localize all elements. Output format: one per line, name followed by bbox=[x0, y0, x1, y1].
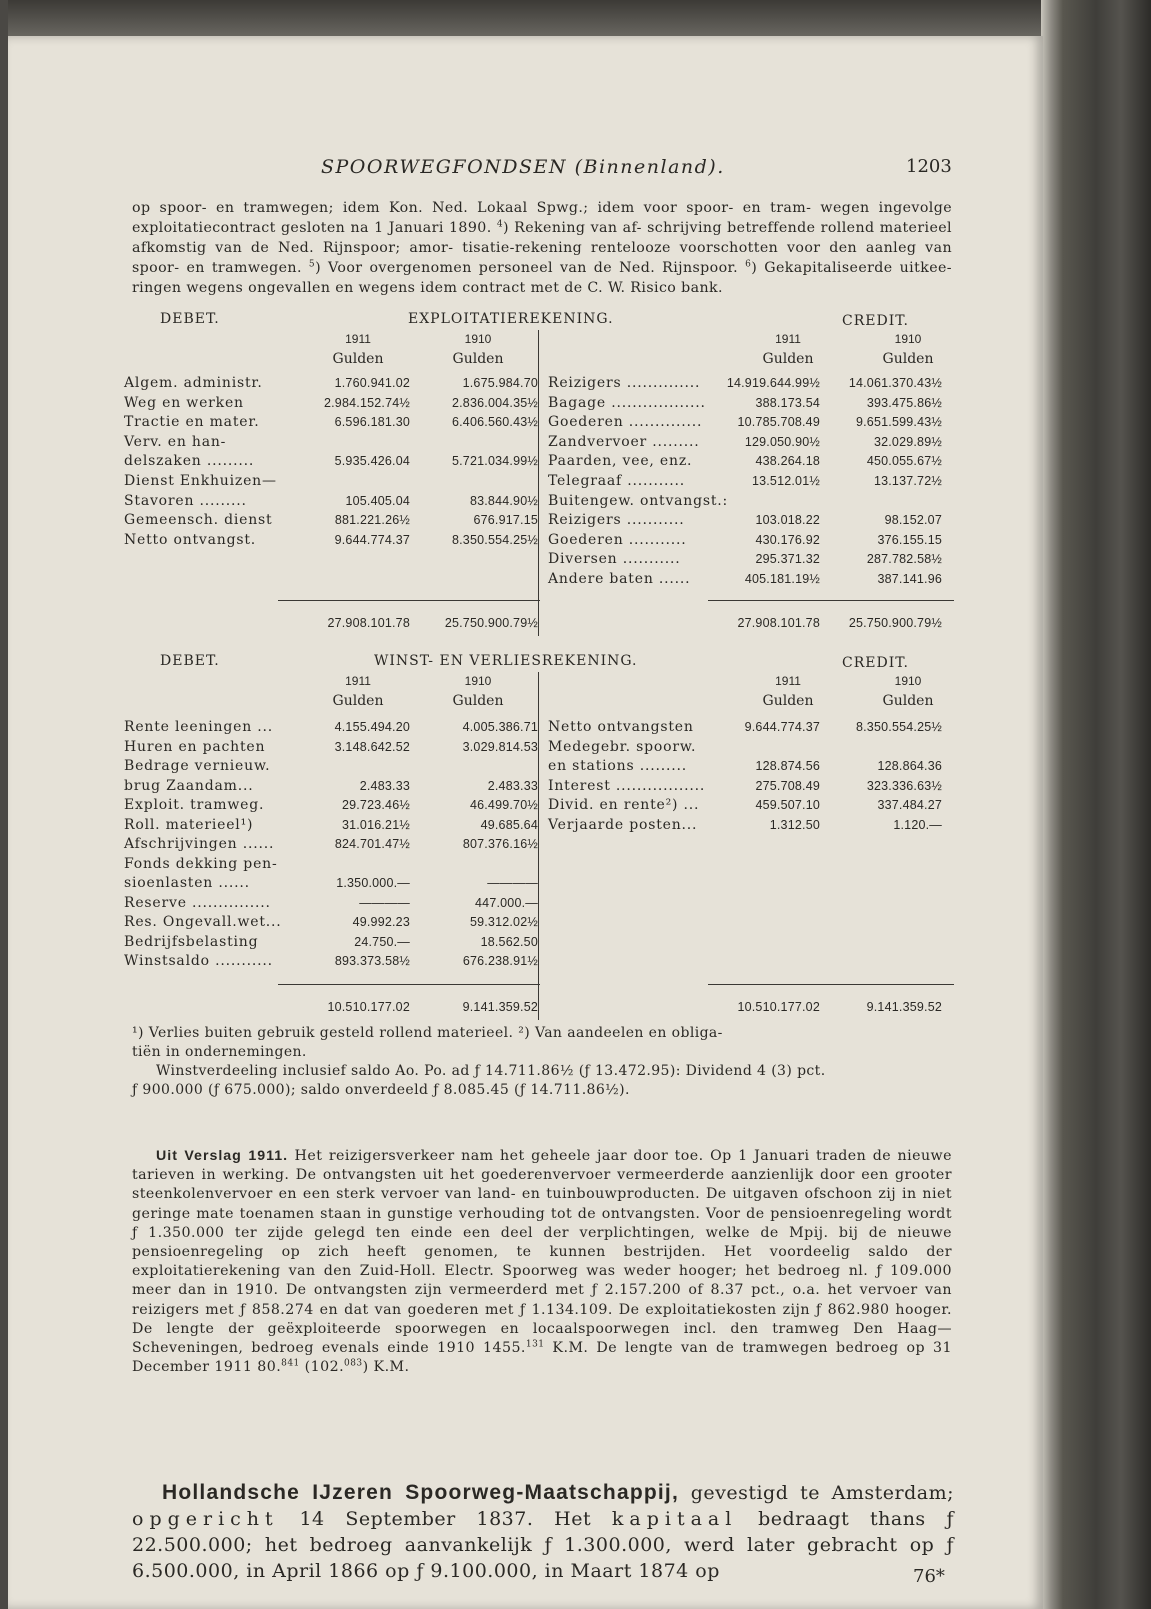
year-header: 1910 bbox=[894, 332, 922, 346]
debit-row-label: Bedrage vernieuw. bbox=[124, 758, 271, 774]
credit-row-1911: 438.264.18 bbox=[755, 454, 820, 469]
debit-row-label: brug Zaandam... bbox=[124, 777, 254, 794]
credit-row-label: en stations ......... bbox=[548, 758, 687, 774]
debit-row-label: Bedrijfsbelasting bbox=[124, 933, 259, 950]
credit-row-label: Interest ................. bbox=[548, 777, 706, 794]
debit-row-1911: 824.701.47½ bbox=[334, 837, 410, 851]
unit-header: Gulden bbox=[882, 693, 934, 709]
credit-row-1911: 14.919.644.99½ bbox=[726, 376, 820, 390]
credit-row-label: Medegebr. spoorw. bbox=[548, 738, 697, 755]
report-lead: Uit Verslag 1911. bbox=[156, 1148, 289, 1164]
column-divider bbox=[538, 672, 539, 1020]
account-title: WINST- EN VERLIESREKENING. bbox=[374, 653, 638, 669]
book-spine bbox=[1041, 0, 1151, 1609]
debit-row-label: Fonds dekking pen- bbox=[124, 855, 278, 872]
debit-row-1911: 1.760.941.02 bbox=[334, 376, 410, 390]
debit-row-label: Tractie en mater. bbox=[124, 414, 260, 431]
credit-row-label: Reizigers .............. bbox=[548, 375, 701, 391]
credit-row-1910: 98.152.07 bbox=[884, 513, 942, 528]
credit-row-1910: 287.782.58½ bbox=[866, 552, 942, 567]
debit-row-1911: 2.984.152.74½ bbox=[323, 395, 410, 410]
debit-row-label: Reserve ............... bbox=[124, 894, 271, 911]
debit-row-1910: 6.406.560.43½ bbox=[451, 415, 538, 430]
debit-row-1910: 18.562.50 bbox=[480, 934, 538, 949]
debit-row-1910: 59.312.02½ bbox=[469, 915, 538, 929]
year-header: 1910 bbox=[464, 674, 492, 688]
debit-row-1910: 3.029.814.53 bbox=[462, 739, 538, 754]
debit-row-1910: 2.836.004.35½ bbox=[451, 395, 538, 410]
debit-row-1910: 1.675.984.70 bbox=[462, 376, 538, 390]
credit-row-1910: 1.120.— bbox=[893, 817, 942, 832]
debit-row-label: Gemeensch. dienst bbox=[124, 512, 273, 529]
credit-row-1910: 13.137.72½ bbox=[873, 474, 942, 488]
debit-row-1911: 31.016.21½ bbox=[341, 817, 410, 832]
credit-row-1910: 9.651.599.43½ bbox=[855, 415, 942, 430]
account-title: EXPLOITATIEREKENING. bbox=[408, 311, 614, 327]
year-header: 1911 bbox=[345, 674, 371, 688]
debit-row-1911: 2.483.33 bbox=[359, 778, 410, 793]
credit-row-label: Goederen .............. bbox=[548, 414, 703, 431]
credit-label: CREDIT. bbox=[842, 313, 909, 329]
total-rule-left bbox=[278, 600, 540, 601]
credit-row-1910: 14.061.370.43½ bbox=[848, 376, 942, 390]
debit-row-1910: 4.005.386.71 bbox=[462, 720, 538, 734]
debit-row-1911: ———— bbox=[359, 895, 410, 910]
scan-border-left bbox=[0, 0, 8, 1609]
credit-row-label: Andere baten ...... bbox=[548, 571, 691, 587]
debit-row-label: Roll. materieel¹) bbox=[124, 816, 254, 833]
credit-row-1911: 10.785.708.49 bbox=[737, 415, 820, 430]
credit-row-1911: 459.507.10 bbox=[755, 798, 820, 812]
debit-row-label: delszaken ......... bbox=[124, 453, 255, 470]
report-paragraph: Uit Verslag 1911. Het reizigersverkeer nam het geheele jaar door toe. Op 1 Januari traden de nieuwe tarieven in werking. De ontvangsten uit het goederenvervoer vermeerderde aanzienlijk door een grooter steenkolenvervoer en een sterk vervoer van land- en tuinbouwproducten. De uitgaven ofschoon zij in niet geringe mate toenamen staan in gunstige verhouding tot de ontvangsten. Voor de pensioenregeling wordt ƒ 1.350.000 ter zijde gelegd ten einde een deel der verplichtingen, welke de Mpij. bij de nieuwe pensioenregeling op zich heeft genomen, te kunnen bestrijden. Het voordeelig saldo der exploitatierekening van den Zuid-Holl. Electr. Spoorweg was weder hooger; het bedroeg nl. ƒ 109.000 meer dan in 1910. De ontvangsten zijn vermeerderd met ƒ 2.157.200 of 8.37 pct., o.a. het vervoer van reizigers met ƒ 858.274 en dat van goederen met ƒ 1.134.109. De exploitatiekosten zijn ƒ 862.980 hooger. De lengte der geëxploiteerde spoorwegen en locaalspoorwegen incl. den tramweg Den Haag—Scheveningen, bedroeg evenals einde 1910 1455.$^{131}$ K.M. De lengte van de tramwegen bedroeg op 31 December 1911 80.$^{841}$ (102.$^{083}$) K.M. bbox=[132, 1148, 952, 1376]
credit-row-label: Goederen ........... bbox=[548, 531, 687, 548]
intro-paragraph: op spoor- en tramwegen; idem Kon. Ned. Lokaal Spwg.; idem voor spoor- en tram- wegen ingevolge exploitatiecontract gesloten na 1 Januari 1890. $^4$) Rekening van af- schrijving betreffende rollend materieel afkomstig van de Ned. Rijnspoor; amor- tisatie-rekening rentelooze voorschotten voor den aanleg van spoor- en tramwegen. $^5$) Voor overgenomen personeel van de Ned. Rijnspoor. $^6$) Gekapitaliseerde uitkee- ringen wegens ongevallen en wegens idem contract met de C. W. Risico bank. bbox=[132, 200, 952, 296]
debit-row-1910: 49.685.64 bbox=[480, 817, 538, 832]
debit-row-label: Stavoren ......... bbox=[124, 492, 247, 509]
debit-row-label: Rente leeningen ... bbox=[124, 719, 274, 735]
credit-row-1910: 450.055.67½ bbox=[866, 454, 942, 469]
credit-row-label: Verjaarde posten... bbox=[548, 816, 698, 833]
credit-row-1911: 13.512.01½ bbox=[751, 474, 820, 488]
credit-row-1910: 387.141.96 bbox=[877, 572, 942, 586]
total-1911: 27.908.101.78 bbox=[737, 615, 820, 630]
year-header: 1911 bbox=[345, 332, 371, 346]
total-1911: 27.908.101.78 bbox=[327, 615, 410, 630]
credit-row-label: Reizigers ........... bbox=[548, 512, 685, 529]
total-1910: 9.141.359.52 bbox=[462, 999, 538, 1014]
debit-row-label: Winstsaldo ........... bbox=[124, 953, 273, 969]
page-number: 1203 bbox=[906, 156, 952, 177]
debit-row-1910: 2.483.33 bbox=[487, 778, 538, 793]
debit-row-1910: 5.721.034.99½ bbox=[451, 454, 538, 469]
debit-row-1911: 5.935.426.04 bbox=[334, 454, 410, 469]
debit-row-label: Verv. en han- bbox=[124, 433, 227, 450]
debit-row-1910: 447.000.— bbox=[475, 895, 538, 910]
debit-row-1911: 29.723.46½ bbox=[341, 798, 410, 812]
credit-row-1910: 32.029.89½ bbox=[873, 434, 942, 449]
debit-row-1911: 6.596.181.30 bbox=[334, 415, 410, 430]
debit-row-1910: 46.499.70½ bbox=[469, 798, 538, 812]
debit-row-label: Exploit. tramweg. bbox=[124, 797, 265, 813]
debet-label: DEBET. bbox=[160, 653, 220, 669]
scan-border-top bbox=[0, 0, 1151, 38]
debit-row-label: Afschrijvingen ...... bbox=[124, 836, 275, 852]
credit-row-label: Netto ontvangsten bbox=[548, 719, 694, 735]
debit-row-1910: 807.376.16½ bbox=[462, 837, 538, 851]
credit-row-1910: 393.475.86½ bbox=[866, 395, 942, 410]
total-1910: 9.141.359.52 bbox=[866, 999, 942, 1014]
running-head bbox=[8, 156, 1043, 186]
debit-row-1911: 49.992.23 bbox=[352, 915, 410, 929]
credit-row-label: Telegraaf ........... bbox=[548, 473, 686, 489]
total-1910: 25.750.900.79½ bbox=[444, 615, 538, 630]
credit-row-1911: 430.176.92 bbox=[755, 532, 820, 547]
credit-row-label: Bagage .................. bbox=[548, 394, 706, 411]
total-rule-right bbox=[708, 600, 954, 601]
year-header: 1911 bbox=[775, 332, 801, 346]
credit-label: CREDIT. bbox=[842, 655, 909, 671]
credit-row-1911: 9.644.774.37 bbox=[744, 720, 820, 734]
credit-row-1910: 8.350.554.25½ bbox=[855, 720, 942, 734]
debit-row-1910: 83.844.90½ bbox=[469, 493, 538, 508]
credit-row-1911: 1.312.50 bbox=[769, 817, 820, 832]
credit-row-1910: 128.864.36 bbox=[877, 759, 942, 773]
debit-row-1911: 881.221.26½ bbox=[334, 513, 410, 528]
unit-header: Gulden bbox=[332, 351, 384, 367]
credit-row-label: Zandvervoer ......... bbox=[548, 433, 700, 450]
debit-row-label: Dienst Enkhuizen— bbox=[124, 473, 277, 489]
credit-row-label: Diversen ........... bbox=[548, 551, 681, 568]
debit-row-1910: 676.917.15 bbox=[473, 513, 538, 528]
credit-row-1910: 337.484.27 bbox=[877, 798, 942, 812]
debit-row-label: sioenlasten ...... bbox=[124, 875, 250, 891]
winstverdeeling: Winstverdeeling inclusief saldo Ao. Po. ad ƒ 14.711.86½ (ƒ 13.472.95): Dividend 4 (3) pct. ƒ 900.000 (ƒ 675.000); saldo onverdeeld ƒ 8.085.45 (ƒ 14.711.86½). bbox=[132, 1063, 826, 1098]
debit-row-1911: 9.644.774.37 bbox=[334, 532, 410, 547]
credit-row-1911: 295.371.32 bbox=[755, 552, 820, 567]
page bbox=[8, 36, 1043, 1609]
column-divider bbox=[538, 330, 539, 636]
credit-row-1911: 275.708.49 bbox=[755, 778, 820, 793]
debet-label: DEBET. bbox=[160, 311, 220, 327]
debit-row-1910: ———— bbox=[487, 876, 538, 890]
credit-row-1910: 376.155.15 bbox=[877, 532, 942, 547]
unit-header: Gulden bbox=[452, 693, 504, 709]
total-rule-left bbox=[278, 984, 540, 985]
debit-row-1911: 4.155.494.20 bbox=[334, 720, 410, 734]
debit-row-label: Netto ontvangst. bbox=[124, 531, 257, 548]
credit-row-label: Buitengew. ontvangst.: bbox=[548, 492, 729, 509]
credit-row-label: Paarden, vee, enz. bbox=[548, 453, 693, 470]
year-header: 1911 bbox=[775, 674, 801, 688]
unit-header: Gulden bbox=[332, 693, 384, 709]
company-paragraph: Hollandsche IJzeren Spoorweg-Maatschappij, gevestigd te Amsterdam; opgericht 14 September 1837. Het kapitaal bedraagt thans ƒ 22.500.000; het bedroeg aanvankelijk ƒ 1.300.000, werd later gebracht op ƒ 6.500.000, in April 1866 op ƒ 9.100.000, in Maart 1874 op bbox=[132, 1481, 955, 1582]
debit-row-label: Algem. administr. bbox=[124, 375, 263, 391]
year-header: 1910 bbox=[464, 332, 492, 346]
year-header: 1910 bbox=[894, 674, 922, 688]
total-1910: 25.750.900.79½ bbox=[848, 615, 942, 630]
credit-row-1911: 128.874.56 bbox=[755, 759, 820, 773]
footnotes: ¹) Verlies buiten gebruik gesteld rollend materieel. ²) Van aandeelen en obliga- tiën in ondernemingen. bbox=[132, 1025, 723, 1060]
total-1911: 10.510.177.02 bbox=[327, 999, 410, 1014]
debit-row-1911: 3.148.642.52 bbox=[334, 739, 410, 754]
debit-row-1911: 24.750.— bbox=[354, 934, 410, 949]
unit-header: Gulden bbox=[452, 351, 504, 367]
debit-row-label: Res. Ongevall.wet... bbox=[124, 914, 282, 930]
debit-row-1911: 893.373.58½ bbox=[334, 954, 410, 968]
running-title: SPOORWEGFONDSEN (Binnenland). bbox=[321, 156, 725, 178]
total-1911: 10.510.177.02 bbox=[737, 999, 820, 1014]
credit-row-1911: 405.181.19½ bbox=[744, 572, 820, 586]
debit-row-label: Weg en werken bbox=[124, 394, 244, 411]
debit-row-1911: 1.350.000.— bbox=[336, 876, 410, 890]
unit-header: Gulden bbox=[882, 351, 934, 367]
credit-row-1910: 323.336.63½ bbox=[866, 778, 942, 793]
signature-mark: 76* bbox=[913, 1566, 945, 1587]
company-name: Hollandsche IJzeren Spoorweg-Maatschappij, bbox=[162, 1481, 679, 1504]
unit-header: Gulden bbox=[762, 351, 814, 367]
total-rule-right bbox=[708, 984, 954, 985]
credit-row-1911: 103.018.22 bbox=[755, 513, 820, 528]
credit-row-1911: 388.173.54 bbox=[755, 395, 820, 410]
unit-header: Gulden bbox=[762, 693, 814, 709]
credit-row-1911: 129.050.90½ bbox=[744, 434, 820, 449]
debit-row-1911: 105.405.04 bbox=[345, 493, 410, 508]
debit-row-1910: 8.350.554.25½ bbox=[451, 532, 538, 547]
debit-row-label: Huren en pachten bbox=[124, 738, 266, 755]
debit-row-1910: 676.238.91½ bbox=[462, 954, 538, 968]
credit-row-label: Divid. en rente²) ... bbox=[548, 797, 700, 813]
